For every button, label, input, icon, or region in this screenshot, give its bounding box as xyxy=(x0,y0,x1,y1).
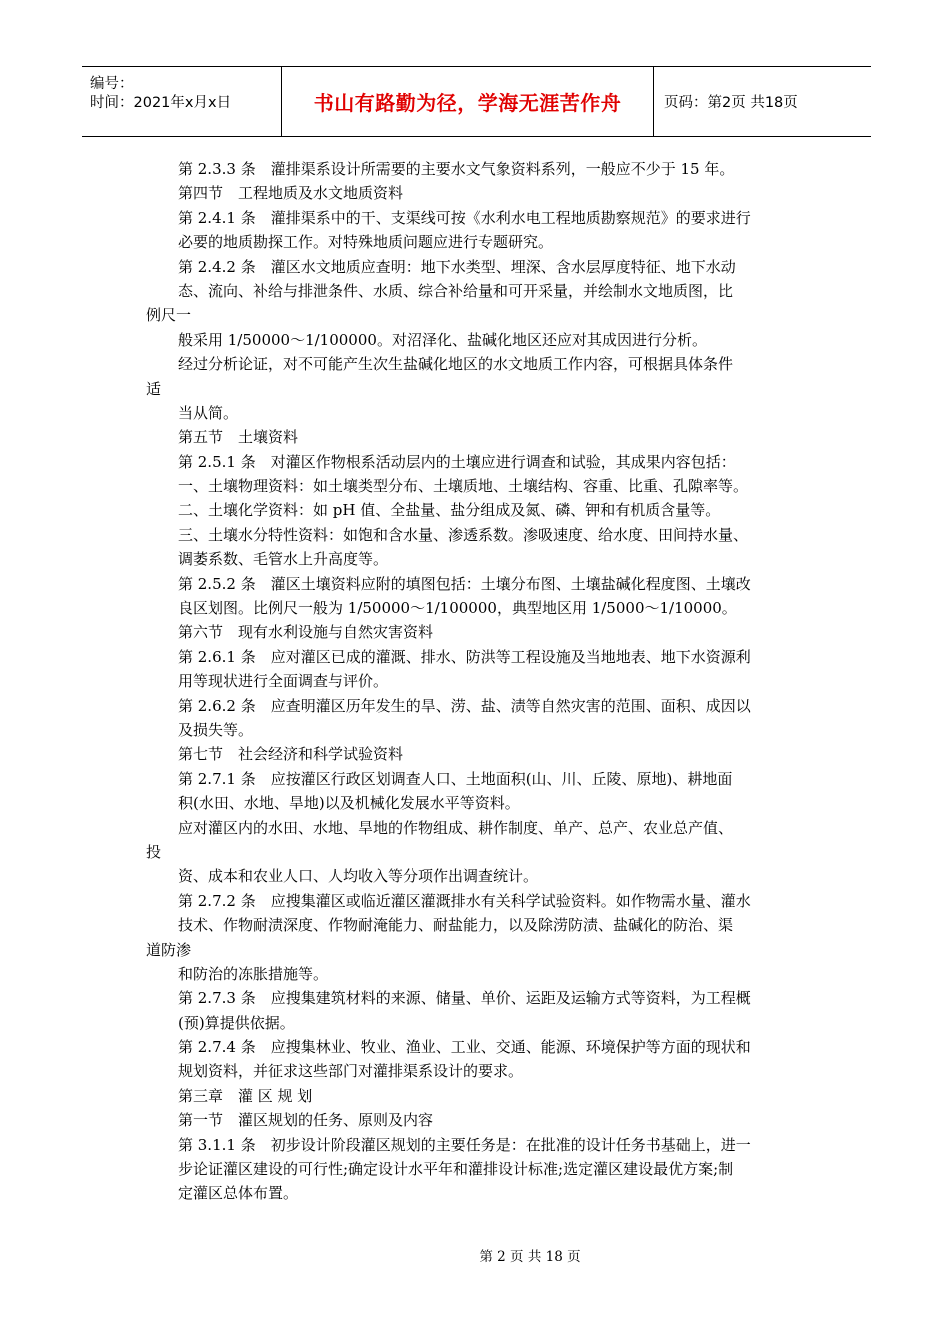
text-line: 二、土壤化学资料：如 pH 值、全盐量、盐分组成及氮、磷、钾和有机质含量等。 xyxy=(178,501,721,520)
text-line: 经过分析论证，对不可能产生次生盐碱化地区的水文地质工作内容，可根据具体条件 xyxy=(178,355,734,374)
text-line: 第五节 土壤资料 xyxy=(178,428,299,447)
text-line: 必要的地质勘探工作。对特殊地质问题应进行专题研究。 xyxy=(178,233,554,252)
text-line: 般采用 1/50000～1/100000。对沼泽化、盐碱化地区还应对其成因进行分析。 xyxy=(178,330,707,349)
text-line: 第 2.3.3 条 灌排渠系设计所需要的主要水文气象资料系列，一般应不少于 15 年。 xyxy=(178,160,735,178)
text-line: 第 2.6.1 条 应对灌区已成的灌溉、排水、防洪等工程设施及当地地表、地下水资源利 xyxy=(178,647,751,666)
document-body xyxy=(146,157,812,1206)
text-line: 第 2.7.2 条 应搜集灌区或临近灌区灌溉排水有关科学试验资料。如作物需水量、灌水 xyxy=(178,891,751,910)
document-date: 时间：2021年x月x日 xyxy=(90,95,232,111)
text-line: 积(水田、水地、旱地)以及机械化发展水平等资料。 xyxy=(178,794,520,813)
text-line: 三、土壤水分特性资料：如饱和含水量、渗透系数。渗吸速度、给水度、田间持水量、 xyxy=(178,525,749,544)
text-line: 良区划图。比例尺一般为 1/50000～1/100000，典型地区用 1/5000～1/10000。 xyxy=(178,599,737,618)
header-motto: 书山有路勤为径，学海无涯苦作舟 xyxy=(282,67,654,136)
text-line: 第 2.7.4 条 应搜集林业、牧业、渔业、工业、交通、能源、环境保护等方面的现状和 xyxy=(178,1038,751,1057)
text-line: 投 xyxy=(146,842,162,861)
text-line: 步论证灌区建设的可行性;确定设计水平年和灌排设计标准;选定灌区建设最优方案;制 xyxy=(178,1160,734,1179)
page-footer: 第 2 页 共 18 页 xyxy=(479,1249,581,1265)
text-line: 第 3.1.1 条 初步设计阶段灌区规划的主要任务是：在批准的设计任务书基础上，进一 xyxy=(178,1135,751,1154)
text-line: 第一节 灌区规划的任务、原则及内容 xyxy=(178,1111,434,1130)
text-line: 定灌区总体布置。 xyxy=(178,1184,299,1203)
text-line: 第 2.6.2 条 应查明灌区历年发生的旱、涝、盐、渍等自然灾害的范围、面积、成因以 xyxy=(178,696,751,715)
text-line: 第 2.4.2 条 灌区水文地质应查明：地下水类型、埋深、含水层厚度特征、地下水动 xyxy=(178,257,736,276)
text-line: 一、土壤物理资料：如土壤类型分布、土壤质地、土壤结构、容重、比重、孔隙率等。 xyxy=(178,477,749,496)
text-line: 和防治的冻胀措施等。 xyxy=(178,964,329,983)
text-line: 第 2.7.3 条 应搜集建筑材料的来源、储量、单价、运距及运输方式等资料，为工程概 xyxy=(178,989,751,1008)
text-line: 态、流向、补给与排泄条件、水质、综合补给量和可开采量，并绘制水文地质图，比 xyxy=(178,281,734,300)
document-code: 编号： xyxy=(90,76,134,92)
text-line: 第 2.4.1 条 灌排渠系中的干、支渠线可按《水利水电工程地质勘察规范》的要求进行 xyxy=(178,208,751,227)
text-line: 第 2.5.1 条 对灌区作物根系活动层内的土壤应进行调查和试验，其成果内容包括： xyxy=(178,452,736,471)
text-line: 应对灌区内的水田、水地、旱地的作物组成、耕作制度、单产、总产、农业总产值、 xyxy=(178,818,734,837)
text-line: (预)算提供依据。 xyxy=(178,1013,295,1032)
page-header xyxy=(82,66,871,137)
text-line: 第六节 现有水利设施与自然灾害资料 xyxy=(178,623,434,642)
text-line: 当从简。 xyxy=(178,403,239,422)
text-line: 调萎系数、毛管水上升高度等。 xyxy=(178,550,389,569)
text-line: 规划资料，并征求这些部门对灌排渠系设计的要求。 xyxy=(178,1062,524,1081)
text-line: 第 2.7.1 条 应按灌区行政区划调查人口、土地面积(山、川、丘陵、原地)、耕地面 xyxy=(178,769,733,788)
text-line: 例尺一 xyxy=(146,306,192,325)
header-left-cell xyxy=(82,67,282,136)
text-line: 第七节 社会经济和科学试验资料 xyxy=(178,745,404,764)
text-line: 用等现状进行全面调查与评价。 xyxy=(178,672,389,691)
header-page-info: 页码：第2页 共18页 xyxy=(664,95,798,111)
text-line: 适 xyxy=(146,379,162,398)
text-line: 资、成本和农业人口、人均收入等分项作出调查统计。 xyxy=(178,867,539,886)
text-line: 道防渗 xyxy=(146,940,192,959)
text-line: 技术、作物耐渍深度、作物耐淹能力、耐盐能力，以及除涝防渍、盐碱化的防治、渠 xyxy=(178,916,734,935)
text-line: 及损失等。 xyxy=(178,720,254,739)
text-line: 第三章 灌 区 规 划 xyxy=(178,1086,313,1105)
text-line: 第 2.5.2 条 灌区土壤资料应附的填图包括：土壤分布图、土壤盐碱化程度图、土壤改 xyxy=(178,574,751,593)
text-line: 第四节 工程地质及水文地质资料 xyxy=(178,184,404,203)
